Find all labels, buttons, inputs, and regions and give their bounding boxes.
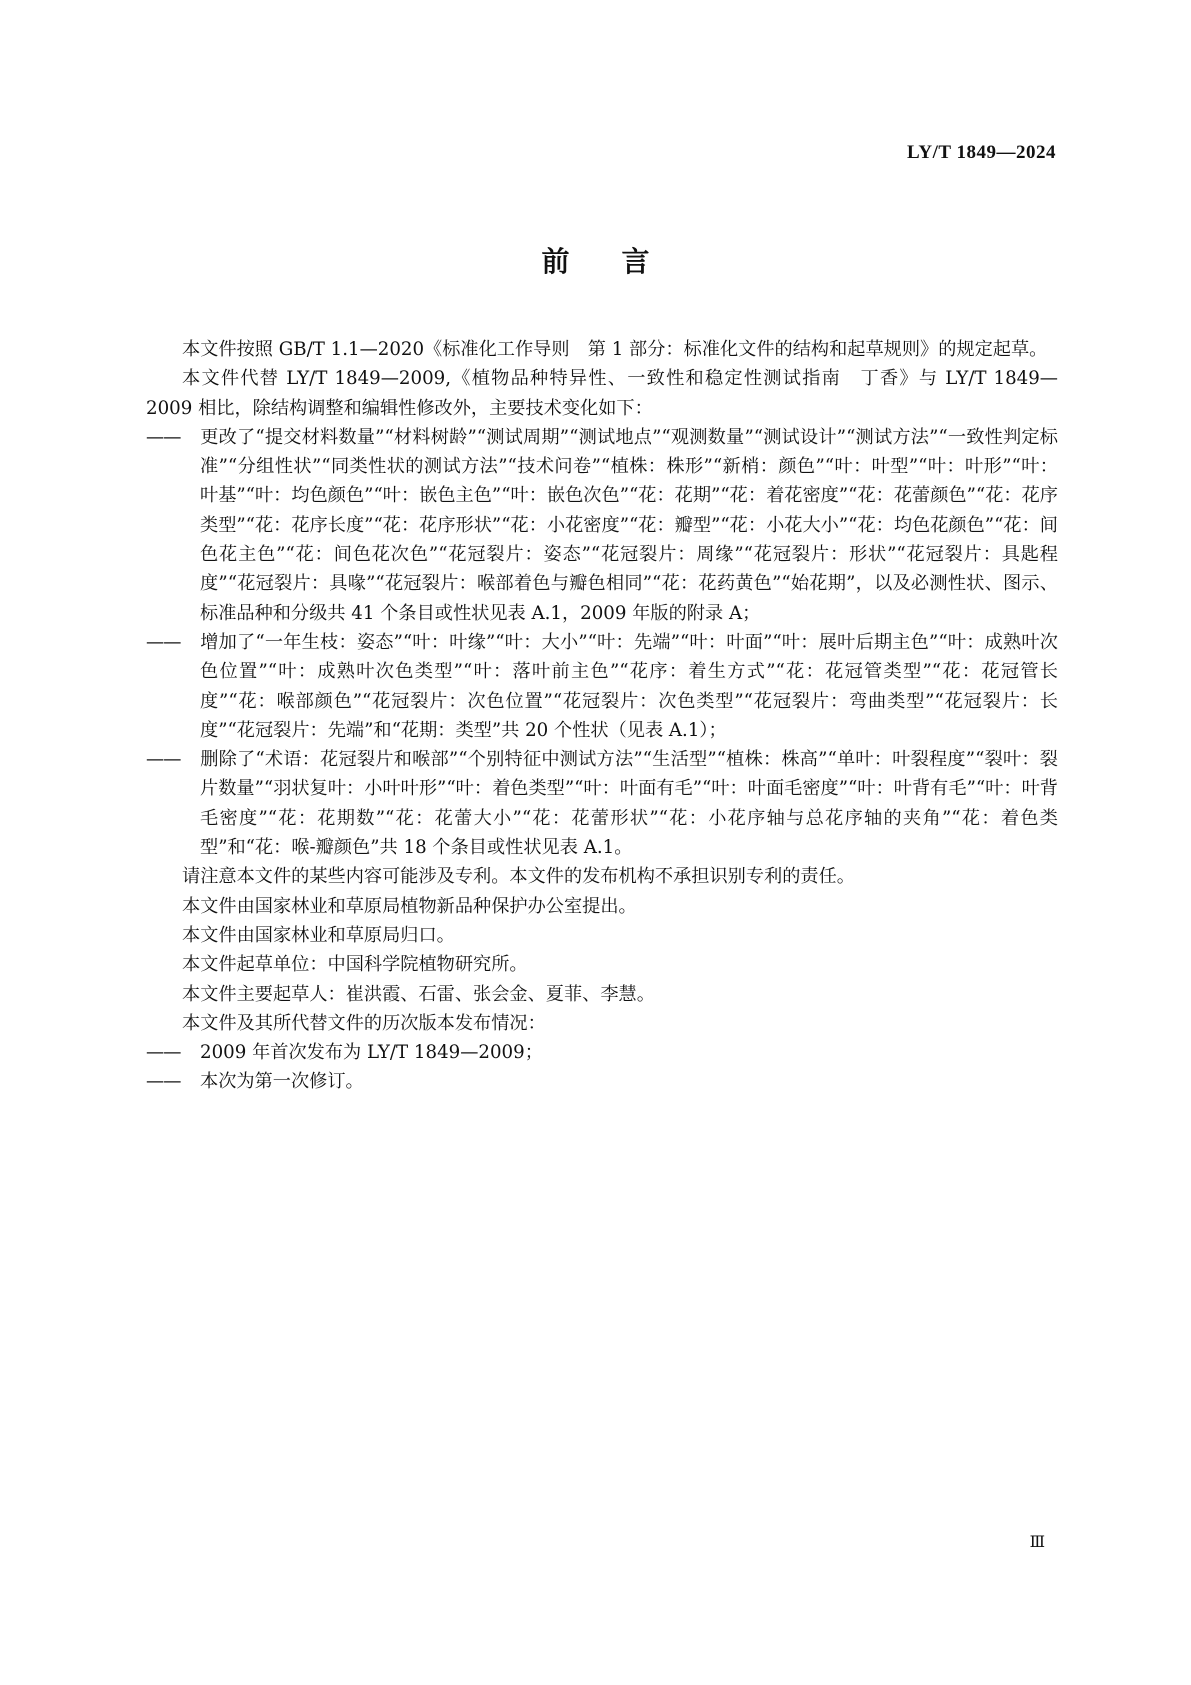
paragraph-drafting-unit: 本文件起草单位：中国科学院植物研究所。 (182, 954, 528, 976)
list-item-change-modified (146, 423, 1058, 628)
page-number: Ⅲ (1029, 1534, 1045, 1551)
paragraph-managed-by: 本文件由国家林业和草原局归口。 (182, 924, 455, 946)
foreword-body (146, 335, 1058, 1097)
dash-marker: —— (146, 426, 181, 448)
page-title: 前言 (541, 245, 702, 278)
list-item-text: 本次为第一次修订。 (200, 1071, 364, 1093)
paragraph-proposed-by: 本文件由国家林业和草原局植物新品种保护办公室提出。 (182, 895, 637, 917)
list-item-text: 更改了“提交材料数量”“材料树龄”“测试周期”“测试地点”“观测数量”“测试设计”“测试方法”“一致性判定标准”“分组性状”“同类性状的测试方法”“技术问卷”“植株：株形”“新梢：颜色”“叶：叶型”“叶：叶形”“叶：叶基”“叶：均色颜色”“叶：嵌色主色”“叶：嵌色次色”“花：花期”“花：着花密度”“花：花蕾颜色”“花：花序类型”“花：花序长度”“花：花序形状”“花：小花密度”“花：瓣型”“花：小花大小”“花：均色花颜色”“花：间色花主色”“花：间色花次色”“花冠裂片：姿态”“花冠裂片：周缘”“花冠裂片：形状”“花冠裂片：具匙程度”“花冠裂片：具喙”“花冠裂片：喉部着色与瓣色相同”“花：花药黄色”“始花期”，以及必测性状、图示、标准品种和分级共 41 个条目或性状见表 A.1，2009 年版的附录 A； (200, 426, 1058, 624)
standard-code: LY/T 1849—2024 (906, 142, 1056, 163)
dash-marker: —— (146, 1042, 181, 1064)
dash-marker: —— (146, 1071, 181, 1093)
dash-marker: —— (146, 749, 181, 771)
list-item-text: 2009 年首次发布为 LY/T 1849—2009； (200, 1042, 543, 1064)
paragraph-drafters: 本文件主要起草人：崔洪霞、石雷、张会金、夏菲、李慧。 (182, 983, 655, 1005)
paragraph-replacement: 本文件代替 LY/T 1849—2009,《植物品种特异性、一致性和稳定性测试指南 丁香》与 LY/T 1849—2009 相比，除结构调整和编辑性修改外，主要技术变化如下： (146, 368, 1058, 419)
list-item-history-current (146, 1067, 1058, 1096)
list-item-history-first (146, 1038, 1058, 1067)
list-item-change-added (146, 628, 1058, 745)
list-item-text: 删除了“术语：花冠裂片和喉部”“个别特征中测试方法”“生活型”“植株：株高”“单叶：叶裂程度”“裂叶：裂片数量”“羽状复叶：小叶叶形”“叶：着色类型”“叶：叶面有毛”“叶：叶面毛密度”“叶：叶背有毛”“叶：叶背毛密度”“花：花期数”“花：花蕾大小”“花：花蕾形状”“花：小花序轴与总花序轴的夹角”“花：着色类型”和“花：喉-瓣颜色”共 18 个条目或性状见表 A.1。 (200, 749, 1058, 859)
list-item-change-deleted (146, 745, 1058, 862)
paragraph-drafting-rules: 本文件按照 GB/T 1.1—2020《标准化工作导则 第 1 部分：标准化文件的结构和起草规则》的规定起草。 (182, 339, 1048, 360)
list-item-text: 增加了“一年生枝：姿态”“叶：叶缘”“叶：大小”“叶：先端”“叶：叶面”“叶：展叶后期主色”“叶：成熟叶次色位置”“叶：成熟叶次色类型”“叶：落叶前主色”“花序：着生方式”“花：花冠管类型”“花：花冠管长度”“花：喉部颜色”“花冠裂片：次色位置”“花冠裂片：次色类型”“花冠裂片：弯曲类型”“花冠裂片：长度”“花冠裂片：先端”和“花期：类型”共 20 个性状（见表 A.1）； (200, 631, 1058, 741)
dash-marker: —— (146, 631, 181, 653)
paragraph-patent-notice: 请注意本文件的某些内容可能涉及专利。本文件的发布机构不承担识别专利的责任。 (182, 866, 855, 888)
paragraph-version-history: 本文件及其所代替文件的历次版本发布情况： (182, 1012, 546, 1034)
